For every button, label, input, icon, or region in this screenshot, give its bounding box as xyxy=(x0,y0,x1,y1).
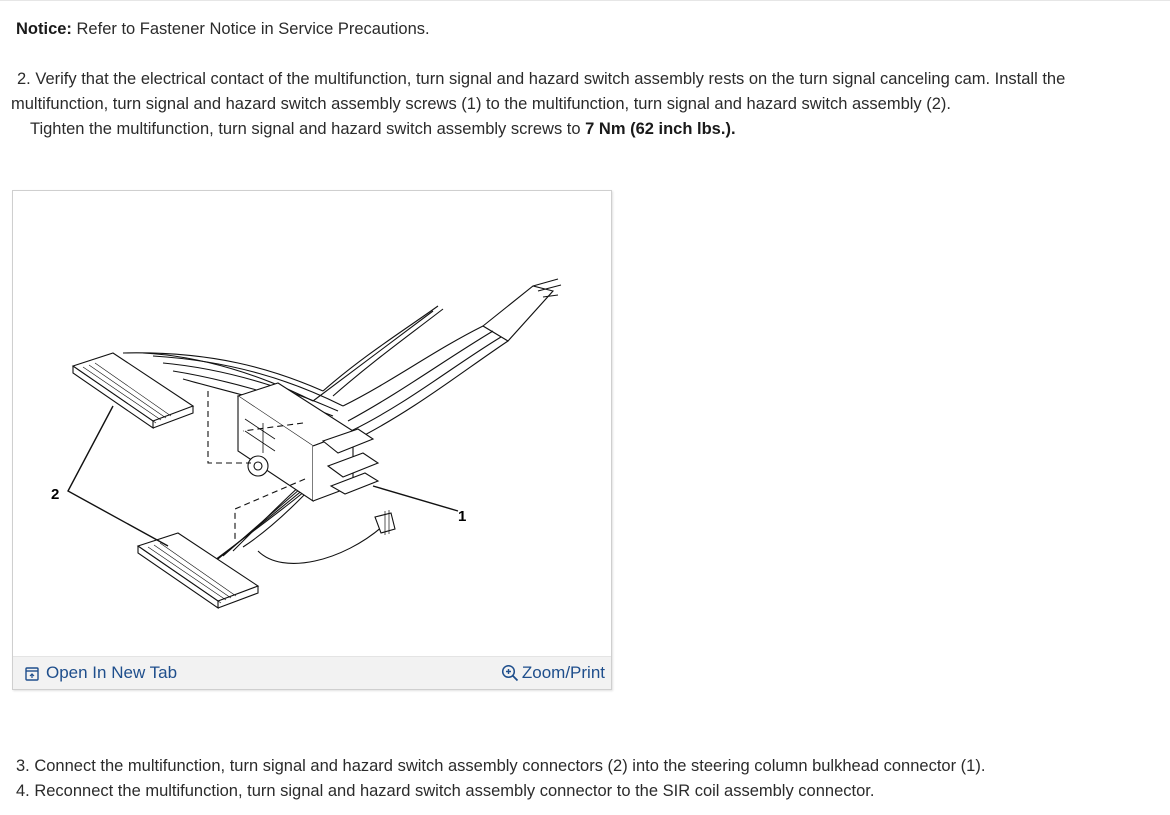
open-in-new-tab-label: Open In New Tab xyxy=(46,663,178,682)
callout-2: 2 xyxy=(51,486,60,503)
torque-value: 7 Nm (62 inch lbs.). xyxy=(585,120,736,138)
open-in-new-tab-link[interactable] xyxy=(25,663,177,683)
notice xyxy=(16,18,430,40)
zoom-in-icon xyxy=(501,664,519,682)
figure-card xyxy=(12,190,612,690)
step-2-line-1: 2. Verify that the electrical contact of the multifunction, turn signal and hazard switch assembly rests on the turn signal canceling cam. Install the xyxy=(17,70,1066,88)
figure-footer xyxy=(13,656,611,689)
callout-1: 1 xyxy=(458,508,467,525)
step-4: 4. Reconnect the multifunction, turn signal and hazard switch assembly connector to the SIR coil assembly connector. xyxy=(16,782,875,800)
steps-3-4 xyxy=(16,754,985,804)
switch-assembly-illustration xyxy=(13,191,613,657)
step-3: 3. Connect the multifunction, turn signal and hazard switch assembly connectors (2) into the steering column bulkhead connector (1). xyxy=(16,757,986,775)
zoom-print-link[interactable] xyxy=(501,663,605,683)
notice-label: Notice: xyxy=(16,20,72,38)
step-2 xyxy=(11,67,1166,142)
step-2-line-3 xyxy=(11,117,1166,142)
notice-text: Refer to Fastener Notice in Service Precautions. xyxy=(76,20,430,38)
torque-instruction: Tighten the multifunction, turn signal and hazard switch assembly screws to xyxy=(30,120,586,138)
top-divider xyxy=(0,0,1170,1)
step-2-line-2: multifunction, turn signal and hazard switch assembly screws (1) to the multifunction, turn signal and hazard switch assembly (2). xyxy=(11,95,952,113)
open-in-new-tab-icon xyxy=(25,666,39,680)
zoom-print-label: Zoom/Print xyxy=(521,663,605,682)
